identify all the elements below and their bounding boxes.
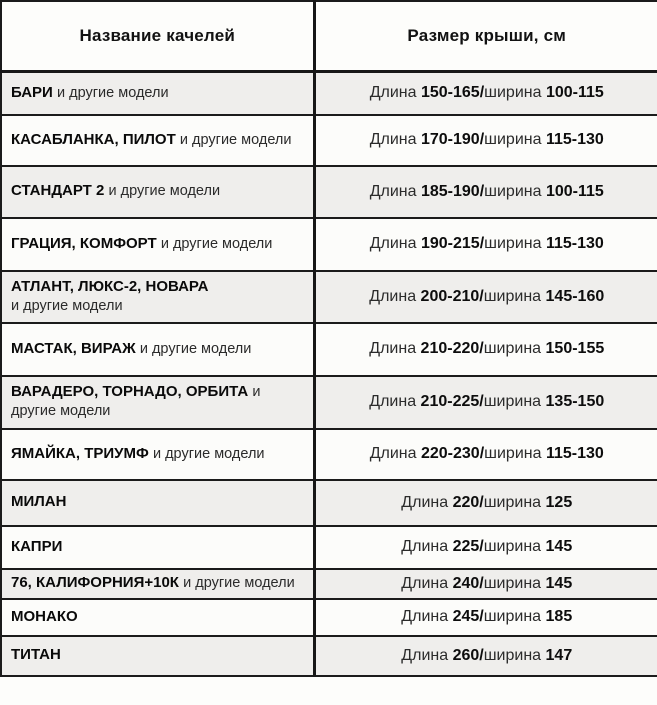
width-label: ширина	[484, 235, 542, 252]
size-separator: /	[479, 538, 484, 555]
size-separator: /	[479, 340, 484, 357]
length-label: Длина	[369, 287, 417, 305]
length-value: 210-225	[420, 393, 480, 410]
model-suffix: и другие модели	[160, 235, 273, 252]
header-row	[1, 1, 657, 72]
size-separator: /	[479, 235, 485, 252]
model-name: КАСАБЛАНКА, ПИЛОТ	[11, 130, 176, 148]
length-value: 150-165	[420, 84, 480, 102]
model-name: 76, КАЛИФОРНИЯ+10К	[11, 574, 179, 592]
model-suffix: и другие модели	[179, 131, 292, 148]
width-value: 115-130	[545, 235, 604, 252]
model-suffix: и другие модели	[11, 384, 261, 419]
size-cell	[314, 636, 657, 676]
width-label: ширина	[484, 84, 542, 102]
width-value: 135-150	[545, 393, 605, 410]
model-name: МАСТАК, ВИРАЖ	[11, 339, 136, 357]
model-suffix: и другие модели	[183, 575, 295, 592]
model-name: МОНАКО	[11, 607, 78, 625]
length-value: 240	[452, 574, 480, 592]
width-value: 115-130	[545, 131, 604, 148]
width-value: 115-130	[545, 445, 604, 462]
table-row	[1, 218, 657, 271]
table-row	[1, 480, 657, 526]
width-value: 147	[545, 646, 573, 664]
table-row	[1, 569, 657, 599]
size-cell	[314, 429, 657, 480]
length-label: Длина	[401, 608, 449, 625]
width-value: 145	[545, 574, 573, 592]
model-cell	[1, 636, 314, 676]
model-name: АТЛАНТ, ЛЮКС-2, НОВАРА	[11, 278, 209, 296]
size-separator: /	[479, 574, 484, 592]
size-separator: /	[479, 131, 485, 148]
length-label: Длина	[369, 131, 417, 148]
width-value: 100-115	[545, 182, 604, 200]
table-row	[1, 115, 657, 166]
model-cell	[1, 599, 314, 636]
table-row	[1, 323, 657, 376]
size-cell	[314, 376, 657, 429]
model-name: ВАРАДЕРО, ТОРНАДО, ОРБИТА	[11, 383, 249, 401]
model-suffix: и другие модели	[57, 84, 169, 101]
width-value: 100-115	[545, 84, 604, 102]
model-cell	[1, 569, 314, 599]
length-value: 185-190	[420, 182, 480, 200]
model-cell	[1, 115, 314, 166]
model-suffix: и другие модели	[11, 297, 123, 314]
length-label: Длина	[401, 538, 449, 555]
length-value: 190-215	[420, 235, 480, 252]
size-separator: /	[479, 608, 484, 625]
size-separator: /	[479, 84, 485, 102]
width-value: 185	[545, 608, 573, 625]
size-separator: /	[479, 646, 484, 664]
width-value: 145	[545, 538, 573, 555]
size-cell	[314, 480, 657, 526]
length-label: Длина	[401, 493, 449, 511]
table-row	[1, 636, 657, 676]
model-cell	[1, 376, 314, 429]
width-label: ширина	[483, 393, 542, 410]
model-name: МИЛАН	[11, 493, 67, 511]
table-row	[1, 429, 657, 480]
width-label: ширина	[483, 493, 542, 511]
model-cell	[1, 429, 314, 480]
model-suffix: и другие модели	[139, 340, 252, 357]
width-label: ширина	[484, 182, 542, 200]
model-cell	[1, 72, 314, 115]
model-name: ТИТАН	[11, 646, 61, 664]
length-label: Длина	[369, 182, 417, 200]
width-label: ширина	[483, 646, 542, 664]
size-cell	[314, 323, 657, 376]
width-label: ширина	[484, 445, 542, 462]
length-label: Длина	[401, 646, 449, 664]
model-suffix: и другие модели	[108, 183, 221, 200]
model-name: СТАНДАРТ 2	[11, 182, 105, 200]
size-cell	[314, 569, 657, 599]
model-cell	[1, 218, 314, 271]
width-label: ширина	[483, 574, 542, 592]
length-label: Длина	[369, 445, 417, 462]
size-cell	[314, 72, 657, 115]
width-label: ширина	[483, 340, 542, 357]
model-suffix: и другие модели	[152, 445, 265, 462]
model-cell	[1, 271, 314, 323]
length-label: Длина	[401, 574, 449, 592]
model-name: ГРАЦИЯ, КОМФОРТ	[11, 234, 157, 252]
model-cell	[1, 323, 314, 376]
size-separator: /	[479, 182, 485, 200]
model-cell	[1, 480, 314, 526]
length-value: 260	[452, 646, 480, 664]
length-value: 170-190	[420, 131, 480, 148]
length-label: Длина	[369, 340, 417, 357]
size-cell	[314, 166, 657, 218]
length-value: 225	[452, 538, 480, 555]
model-name: КАПРИ	[11, 537, 63, 555]
size-cell	[314, 526, 657, 569]
length-value: 210-220	[420, 340, 480, 357]
column-header-swing-name: Название качелей	[1, 1, 314, 72]
size-cell	[314, 218, 657, 271]
table-row	[1, 526, 657, 569]
size-cell	[314, 115, 657, 166]
column-header-roof-size: Размер крыши, см	[314, 1, 657, 72]
table-row	[1, 166, 657, 218]
length-label: Длина	[369, 235, 417, 252]
table-row	[1, 376, 657, 429]
table-row	[1, 599, 657, 636]
length-value: 200-210	[420, 287, 480, 305]
width-label: ширина	[483, 538, 542, 555]
length-label: Длина	[369, 84, 417, 102]
model-name: БАРИ	[11, 83, 53, 101]
table-row	[1, 271, 657, 323]
size-separator: /	[479, 287, 484, 305]
length-label: Длина	[369, 393, 417, 410]
size-separator: /	[479, 493, 484, 511]
length-value: 245	[452, 608, 480, 625]
width-value: 145-160	[545, 287, 605, 305]
width-value: 125	[545, 493, 573, 511]
table-row	[1, 72, 657, 115]
width-value: 150-155	[545, 340, 605, 357]
width-label: ширина	[484, 131, 542, 148]
length-value: 220-230	[420, 445, 480, 462]
model-name: ЯМАЙКА, ТРИУМФ	[11, 444, 149, 462]
size-separator: /	[479, 445, 485, 462]
model-cell	[1, 166, 314, 218]
model-cell	[1, 526, 314, 569]
size-cell	[314, 271, 657, 323]
length-value: 220	[452, 493, 480, 511]
width-label: ширина	[483, 608, 542, 625]
width-label: ширина	[483, 287, 542, 305]
size-separator: /	[479, 393, 484, 410]
size-cell	[314, 599, 657, 636]
